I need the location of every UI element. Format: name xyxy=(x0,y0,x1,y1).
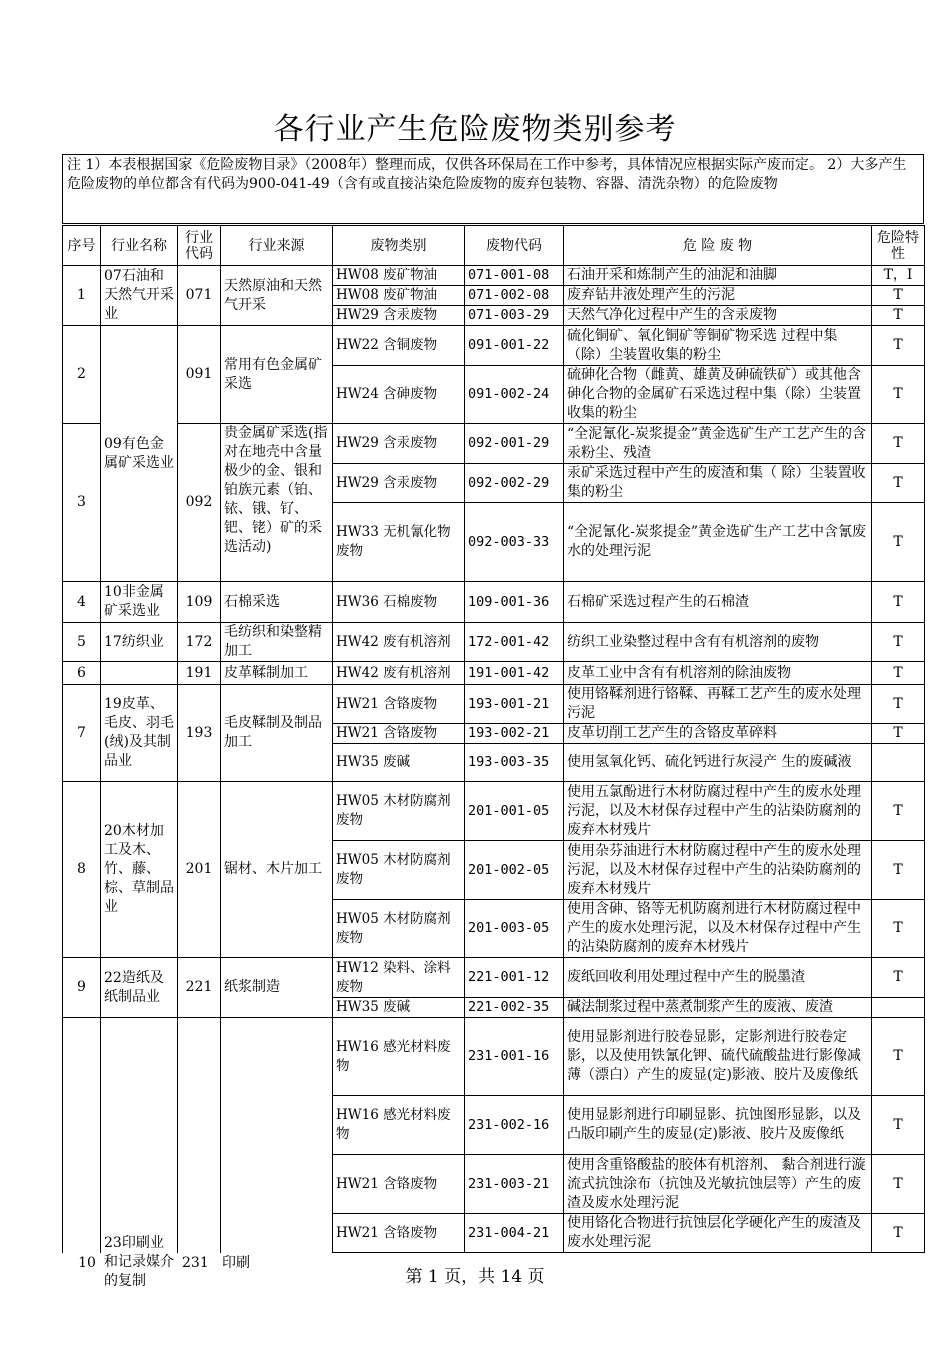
hazard-cell: T xyxy=(872,724,925,744)
waste-code-cell: 201-001-05 xyxy=(465,782,564,841)
industry-code-cell: 221 xyxy=(178,958,221,1018)
table-note: 注 1）本表根据国家《危险废物目录》（2008年）整理而成，仅供各环保局在工作中参考，具体情况应根据实际产废而定。 2）大多产生危险废物的单位都含有代码为900-041-49（含有或直接沾染危险废物的废弃包装物、容器、清洗杂物）的危险废物 xyxy=(62,154,924,224)
industry-code-cell: 231 xyxy=(182,1255,209,1271)
table-row xyxy=(63,662,925,685)
waste-code-cell: 193-003-35 xyxy=(465,744,564,782)
category-cell: HW24 含砷废物 xyxy=(333,366,465,424)
seq-cell: 3 xyxy=(63,424,101,582)
source-cell: 皮革鞣制加工 xyxy=(221,662,333,685)
category-cell: HW05 木材防腐剂废物 xyxy=(333,900,465,958)
source-cell: 印刷 xyxy=(222,1255,250,1271)
seq-cell: 1 xyxy=(63,266,101,326)
waste-cell: 硫化铜矿、氧化铜矿等铜矿物采选 过程中集（除）尘装置收集的粉尘 xyxy=(564,326,872,366)
waste-cell: 废纸回收利用处理过程中产生的脱墨渣 xyxy=(564,958,872,998)
hazard-cell: T xyxy=(872,1096,925,1155)
industry-cell: 10非金属矿采选业 xyxy=(101,582,178,623)
waste-code-cell: 231-003-21 xyxy=(465,1155,564,1214)
source-cell: 常用有色金属矿采选 xyxy=(221,326,333,424)
hazard-cell xyxy=(872,998,925,1018)
waste-code-cell: 231-004-21 xyxy=(465,1214,564,1253)
industry-cell: 17纺织业 xyxy=(101,623,178,662)
category-cell: HW08 废矿物油 xyxy=(333,266,465,286)
waste-cell: 石油开采和炼制产生的油泥和油脚 xyxy=(564,266,872,286)
industry-cell xyxy=(101,1018,178,1253)
category-cell: HW36 石棉废物 xyxy=(333,582,465,623)
category-cell: HW16 感光材料废物 xyxy=(333,1018,465,1096)
table-row xyxy=(63,958,925,998)
waste-code-cell: 071-002-08 xyxy=(465,286,564,306)
category-cell: HW29 含汞废物 xyxy=(333,424,465,464)
waste-cell: 天然气净化过程中产生的含汞废物 xyxy=(564,306,872,326)
waste-cell: 皮革工业中含有有机溶剂的除油废物 xyxy=(564,662,872,685)
waste-cell: 硫砷化合物（雌黄、雄黄及砷硫铁矿）或其他含砷化合物的金属矿石采选过程中集（除）尘装置收集的粉尘 xyxy=(564,366,872,424)
waste-code-cell: 191-001-42 xyxy=(465,662,564,685)
category-cell: HW05 木材防腐剂废物 xyxy=(333,782,465,841)
waste-code-cell: 231-001-16 xyxy=(465,1018,564,1096)
waste-cell: 使用铬鞣剂进行铬鞣、再鞣工艺产生的废水处理污泥 xyxy=(564,685,872,724)
waste-cell: 碱法制浆过程中蒸煮制浆产生的废液、废渣 xyxy=(564,998,872,1018)
table-row xyxy=(63,582,925,623)
source-cell: 纸浆制造 xyxy=(221,958,333,1018)
header-code: 行业代码 xyxy=(178,226,221,266)
hazard-cell: T xyxy=(872,662,925,685)
header-waste-code: 废物代码 xyxy=(465,226,564,266)
industry-cell: 07石油和天然气开采业 xyxy=(101,266,178,326)
waste-cell: 使用显影剂进行胶卷显影，定影剂进行胶卷定影，以及使用铁氰化钾、硫代硫酸盐进行影像减薄（漂白）产生的废显(定)影液、胶片及废像纸 xyxy=(564,1018,872,1096)
waste-code-cell: 193-002-21 xyxy=(465,724,564,744)
source-cell: 锯材、木片加工 xyxy=(221,782,333,958)
source-cell: 贵金属矿采选(指对在地壳中含量极少的金、银和铂族元素（铂、铱、锇、钌、钯、铑）矿的采选活动) xyxy=(221,424,333,582)
waste-code-cell: 091-001-22 xyxy=(465,326,564,366)
page-title: 各行业产生危险废物类别参考 xyxy=(273,112,677,147)
waste-cell: 纺织工业染整过程中含有有机溶剂的废物 xyxy=(564,623,872,662)
industry-code-cell: 201 xyxy=(178,782,221,958)
waste-cell: 使用铬化合物进行抗蚀层化学硬化产生的废渣及废水处理污泥 xyxy=(564,1214,872,1253)
hazard-cell: T xyxy=(872,503,925,582)
seq-cell: 8 xyxy=(63,782,101,958)
waste-code-cell: 201-003-05 xyxy=(465,900,564,958)
waste-code-cell: 193-001-21 xyxy=(465,685,564,724)
hazard-cell: T xyxy=(872,1155,925,1214)
waste-code-cell: 092-003-33 xyxy=(465,503,564,582)
category-cell: HW22 含铜废物 xyxy=(333,326,465,366)
source-cell: 毛纺织和染整精加工 xyxy=(221,623,333,662)
waste-cell: 汞矿采选过程中产生的废渣和集（ 除）尘装置收集的粉尘 xyxy=(564,464,872,503)
waste-cell: 使用氢氧化钙、硫化钙进行灰浸产 生的废碱液 xyxy=(564,744,872,782)
table-row xyxy=(63,266,925,286)
waste-code-cell: 221-001-12 xyxy=(465,958,564,998)
page-footer: 第 1 页，共 14 页 xyxy=(405,1267,545,1287)
seq-cell xyxy=(63,1018,101,1253)
industry-cell: 09有色金属矿采选业 xyxy=(101,326,178,582)
source-cell: 石棉采选 xyxy=(221,582,333,623)
waste-code-cell: 172-001-42 xyxy=(465,623,564,662)
seq-cell: 9 xyxy=(63,958,101,1018)
hazard-cell: T xyxy=(872,958,925,998)
hazard-cell: T xyxy=(872,685,925,724)
category-cell: HW16 感光材料废物 xyxy=(333,1096,465,1155)
header-hazard: 危险特性 xyxy=(872,226,925,266)
waste-code-cell: 071-003-29 xyxy=(465,306,564,326)
waste-cell: 使用显影剂进行印刷显影、抗蚀图形显影，以及凸版印刷产生的废显(定)影液、胶片及废像纸 xyxy=(564,1096,872,1155)
hazard-cell: T xyxy=(872,623,925,662)
hazard-cell: T xyxy=(872,326,925,366)
header-row xyxy=(63,226,925,266)
waste-code-cell: 221-002-35 xyxy=(465,998,564,1018)
waste-code-cell: 109-001-36 xyxy=(465,582,564,623)
hazard-cell: T xyxy=(872,841,925,900)
industry-cell: 20木材加工及木、竹、藤、棕、草制品业 xyxy=(101,782,178,958)
hazard-cell: T xyxy=(872,782,925,841)
waste-code-cell: 092-001-29 xyxy=(465,424,564,464)
hazard-cell: T xyxy=(872,464,925,503)
header-industry: 行业名称 xyxy=(101,226,178,266)
industry-cell: 22造纸及纸制品业 xyxy=(101,958,178,1018)
hazard-cell: T xyxy=(872,306,925,326)
hazard-cell: T xyxy=(872,366,925,424)
category-cell: HW21 含铬废物 xyxy=(333,1155,465,1214)
waste-cell: 使用含重铬酸盐的胶体有机溶剂、 黏合剂进行漩流式抗蚀涂布（抗蚀及光敏抗蚀层等）产生的废渣及废水处理污泥 xyxy=(564,1155,872,1214)
waste-code-cell: 201-002-05 xyxy=(465,841,564,900)
waste-cell: 使用杂芬油进行木材防腐过程中产生的废水处理污泥，以及木材保存过程中产生的沾染防腐剂的废弃木材残片 xyxy=(564,841,872,900)
industry-code-cell: 191 xyxy=(178,662,221,685)
seq-cell: 6 xyxy=(63,662,101,685)
industry-cell xyxy=(101,662,178,685)
category-cell: HW21 含铬废物 xyxy=(333,1214,465,1253)
waste-code-cell: 092-002-29 xyxy=(465,464,564,503)
industry-cell: 23印刷业和记录媒介的复制 xyxy=(104,1235,174,1289)
industry-code-cell: 092 xyxy=(178,424,221,582)
header-seq: 序号 xyxy=(63,226,101,266)
industry-code-cell: 091 xyxy=(178,326,221,424)
waste-cell: “全泥氰化-炭浆提金”黄金选矿生产工艺产生的含汞粉尘、残渣 xyxy=(564,424,872,464)
seq-cell: 10 xyxy=(78,1255,96,1271)
category-cell: HW21 含铬废物 xyxy=(333,724,465,744)
category-cell: HW35 废碱 xyxy=(333,998,465,1018)
industry-code-cell: 071 xyxy=(178,266,221,326)
header-waste: 危 险 废 物 xyxy=(564,226,872,266)
category-cell: HW12 染料、涂料废物 xyxy=(333,958,465,998)
source-cell: 天然原油和天然气开采 xyxy=(221,266,333,326)
hazard-cell: T xyxy=(872,1214,925,1253)
waste-cell: 废弃钻井液处理产生的污泥 xyxy=(564,286,872,306)
waste-cell: “全泥氰化-炭浆提金”黄金选矿生产工艺中含氰废水的处理污泥 xyxy=(564,503,872,582)
category-cell: HW29 含汞废物 xyxy=(333,464,465,503)
waste-table xyxy=(62,225,925,1253)
hazard-cell: T xyxy=(872,1018,925,1096)
category-cell: HW05 木材防腐剂废物 xyxy=(333,841,465,900)
industry-code-cell xyxy=(178,1018,221,1253)
table-row xyxy=(63,424,925,464)
seq-cell: 5 xyxy=(63,623,101,662)
industry-code-cell: 109 xyxy=(178,582,221,623)
table-row xyxy=(63,782,925,841)
category-cell: HW35 废碱 xyxy=(333,744,465,782)
table-row xyxy=(63,623,925,662)
waste-code-cell: 231-002-16 xyxy=(465,1096,564,1155)
waste-code-cell: 071-001-08 xyxy=(465,266,564,286)
waste-cell: 皮革切削工艺产生的含铬皮革碎料 xyxy=(564,724,872,744)
hazard-cell: T xyxy=(872,900,925,958)
industry-cell: 19皮革、毛皮、羽毛(绒)及其制品业 xyxy=(101,685,178,782)
waste-cell: 使用含砷、铬等无机防腐剂进行木材防腐过程中产生的废水处理污泥，以及木材保存过程中产生的沾染防腐剂的废弃木材残片 xyxy=(564,900,872,958)
category-cell: HW42 废有机溶剂 xyxy=(333,623,465,662)
seq-cell: 7 xyxy=(63,685,101,782)
source-cell: 毛皮鞣制及制品加工 xyxy=(221,685,333,782)
header-category: 废物类别 xyxy=(333,226,465,266)
category-cell: HW29 含汞废物 xyxy=(333,306,465,326)
hazard-cell: T xyxy=(872,286,925,306)
category-cell: HW08 废矿物油 xyxy=(333,286,465,306)
waste-cell: 使用五氯酚进行木材防腐过程中产生的废水处理污泥，以及木材保存过程中产生的沾染防腐剂的废弃木材残片 xyxy=(564,782,872,841)
category-cell: HW33 无机氰化物废物 xyxy=(333,503,465,582)
source-cell xyxy=(221,1018,333,1253)
table-row xyxy=(63,326,925,366)
industry-code-cell: 172 xyxy=(178,623,221,662)
table-row xyxy=(63,685,925,724)
hazard-cell: T，I xyxy=(872,266,925,286)
seq-cell: 2 xyxy=(63,326,101,424)
category-cell: HW21 含铬废物 xyxy=(333,685,465,724)
waste-code-cell: 091-002-24 xyxy=(465,366,564,424)
seq-cell: 4 xyxy=(63,582,101,623)
hazard-cell xyxy=(872,744,925,782)
hazard-cell: T xyxy=(872,424,925,464)
header-source: 行业来源 xyxy=(221,226,333,266)
waste-cell: 石棉矿采选过程产生的石棉渣 xyxy=(564,582,872,623)
table-row xyxy=(63,1018,925,1096)
industry-code-cell: 193 xyxy=(178,685,221,782)
category-cell: HW42 废有机溶剂 xyxy=(333,662,465,685)
hazard-cell: T xyxy=(872,582,925,623)
